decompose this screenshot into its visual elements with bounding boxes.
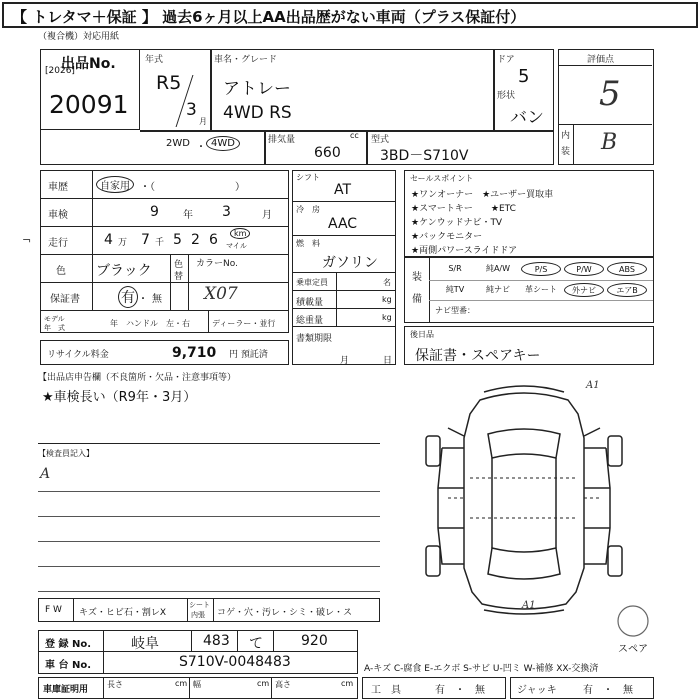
cert-label: 車庫証明用 [43,685,89,695]
divider [38,566,380,567]
recycle-value: 9,710 [172,345,217,361]
rating-label: 評価点 [587,55,615,65]
jack-sep: ・ [603,685,613,696]
inspection-month-unit: 月 [262,210,272,221]
jack-box [510,677,654,699]
divider [292,201,396,202]
drive-2wd: 2WD [166,138,190,149]
mileage-label: 走行 [48,238,68,249]
divider [292,272,396,273]
year-month: 3 [186,100,197,120]
doc-period-label: 書類期限 [296,334,333,344]
mileage-digit: 5 [173,232,182,248]
equipment-item: 純ナビ [486,285,510,294]
divider [40,310,289,311]
equipment-item: P/S [521,262,561,276]
mileage-digit: 4 [104,232,113,248]
equipment-item: ABS [607,262,647,276]
equipment-item: P/W [564,262,604,276]
mileage-unit-sen: 千 [155,238,165,248]
divider [38,516,380,517]
seat-items: コゲ・穴・汚レ・シミ・破レ・ス [217,608,353,618]
divider [210,49,212,130]
recycle-label: リサイクル料金 [47,350,109,360]
equipment-item: 革シート [525,285,557,294]
registration-kana: て [249,636,263,652]
selling-points-box [404,170,654,257]
shape-value: バン [510,108,544,128]
tools-yes: 有 [435,685,445,696]
selling-points-label: セールスポイント [410,174,474,183]
capacity-unit: 名 [383,278,391,287]
mileage-unit-mile: マイル [226,242,247,250]
extras-label: 後日品 [410,330,434,339]
divider [237,631,238,651]
gross-unit: kg [382,313,392,322]
gross-label: 総重量 [296,316,324,326]
history-rest: ・（ ） [140,182,245,193]
divider [292,308,396,309]
doc-period-month: 月 [340,356,350,366]
divider [559,65,652,66]
drive-sep: ・ [196,142,206,153]
rating-box [558,49,654,165]
inspection-year: 9 [150,204,159,220]
divider [336,272,337,326]
shift-label: シフト [296,173,320,182]
divider [103,631,104,673]
cert-width-unit: cm [257,679,270,688]
divider [38,443,380,444]
ac-value: AAC [328,216,358,232]
pen-mark: ¬ [22,234,32,247]
divider [170,254,171,310]
inspector-mark: A [40,466,51,482]
drive-4wd: 4WD [206,136,240,151]
selling-point-item: ★両側パワースライドドア [411,246,518,256]
notes-label: 【出品店申告欄（不良箇所・欠品・注意事項等） [38,373,237,383]
load-label: 積載量 [296,298,324,308]
shape-label: 形状 [497,91,516,101]
divider [188,254,189,310]
year-label: 年式 [145,55,164,65]
model-year-dealer: ディーラー・並行 [212,319,276,328]
divider [73,599,74,621]
doc-period-day: 日 [383,356,393,366]
cert-length: 長さ [107,680,123,689]
divider [271,678,272,698]
equipment-item: 外ナビ [564,283,604,297]
recycle-unit: 円 預託済 [229,350,268,360]
mileage-unit-man: 万 [118,238,128,248]
registration-number: 920 [301,633,328,649]
fuel-label: 燃 料 [296,239,320,248]
year-value: R5 [156,72,182,94]
divider [493,49,495,130]
equipment-item: 純A/W [485,264,511,273]
recycle-box [40,340,289,365]
divider [429,280,653,281]
seat-label-2: 内張 [191,611,205,619]
notes-text: ★車検長い（R9年・3月） [42,390,197,405]
tools-no: 無 [475,685,485,696]
banner-text: 【 トレタマ＋保証 】 過去6ヶ月以上AA出品歴がない車両（プラス保証付） [12,8,526,26]
fw-items: キズ・ヒビ石・割レX [79,608,166,618]
divider [573,124,574,164]
year-month-unit: 月 [199,117,207,126]
divider [213,599,214,621]
equipment-label-2: 備 [412,294,422,305]
divider [40,282,289,283]
damage-legend: A-キズ C-腐食 E-エクボ S-サビ U-凹ミ W-補修 XX-交換済 [364,664,599,674]
warranty-yes: 有 [118,286,138,308]
divider [187,599,188,621]
ac-label: 冷 房 [296,205,320,214]
divider [208,310,209,333]
divider [40,198,289,199]
interior-label-1: 内 [561,131,571,141]
registration-label: 登 録 No. [45,639,92,650]
lot-label: 出品No. [61,56,116,72]
color-change-2: 替 [174,272,184,282]
fuel-value: ガソリン [322,255,378,271]
extras-value: 保証書・スペアキー [415,348,541,364]
color-no-label: カラーNo. [196,259,238,269]
mileage-digit: 7 [141,232,150,248]
seat-label-1: シート [189,601,210,609]
interior-label-2: 装 [561,147,571,157]
history-label: 車歴 [48,182,68,193]
divider [429,258,430,322]
cert-box [38,677,358,699]
info-grid [40,170,289,333]
equipment-item: 純TV [445,285,465,294]
equipment-item: エアB [607,283,647,297]
displacement-value: 660 [314,145,341,161]
chassis-value: S710V-0048483 [179,654,291,670]
divider [273,631,274,651]
lot-box [40,49,140,130]
chassis-label: 車 台 No. [45,660,92,671]
divider [140,130,554,132]
doors-value: 5 [518,66,530,87]
mileage-digit: 6 [209,232,218,248]
selling-point-item: ★ワンオーナー ★ユーザー買取車 [411,190,554,200]
divider [191,631,192,651]
shift-value: AT [334,182,352,198]
selling-point-item: ★ケンウッドナビ・TV [411,218,503,228]
color-value: ブラック [96,263,152,279]
selling-point-item: ★バックモニター [411,232,483,242]
diagram-mark-bottom: A1 [522,600,536,611]
divider [292,290,396,291]
model-year-handle: 年 ハンドル 左・右 [110,319,190,328]
lot-stamp: [2026] [45,66,75,76]
displacement-unit: cc [350,131,359,140]
cert-length-unit: cm [175,679,188,688]
jack-yes: 有 [583,685,593,696]
color-no-value: X07 [204,284,238,304]
divider [92,170,93,310]
model-year-label-1: モデル [44,315,65,323]
divider [40,226,289,227]
capacity-label: 乗車定員 [296,278,328,287]
jack-label: ジャッキ [517,685,557,696]
warranty-no: 無 [152,294,162,305]
inspection-month: 3 [222,204,231,220]
model-year-label-2: 年 式 [44,324,65,332]
selling-point-item: ★スマートキー ★ETC [411,204,516,214]
divider [292,326,396,327]
model-label: 車名・グレード [214,55,278,65]
divider [103,678,104,698]
divider [366,130,368,165]
inspection-year-unit: 年 [183,210,193,221]
registration-place: 岐阜 [131,636,159,652]
divider [264,130,266,165]
extras-box [404,326,654,365]
equipment-box [404,257,654,323]
tools-box [362,677,506,699]
divider [429,300,653,301]
divider [39,651,357,652]
divider [189,678,190,698]
divider [40,254,289,255]
jack-no: 無 [623,685,633,696]
navi-model-label: ナビ型番： [435,306,475,315]
warranty-sep: ・ [138,294,148,305]
legend-row [38,598,380,622]
tools-label: 工 具 [371,685,401,696]
tools-sep: ・ [455,685,465,696]
fw-label: F W [45,605,62,615]
spare-tire-icon [616,604,650,638]
displacement-label: 排気量 [268,135,296,145]
cert-height-unit: cm [341,679,354,688]
interior-score: B [601,130,618,155]
car-diagram [408,378,640,618]
history-private: 自家用 [96,176,134,193]
divider [38,591,380,592]
equipment-item: S/R [448,264,462,273]
divider [38,541,380,542]
lot-number: 20091 [49,90,129,119]
spare-label: スペア [618,644,648,655]
diagram-mark-top: A1 [586,380,600,391]
inspection-label: 車検 [48,210,68,221]
registration-class: 483 [203,633,230,649]
divider [38,491,380,492]
cert-height: 高さ [275,680,291,689]
model-code-value: 3BD－S710V [380,148,469,164]
rating-score: 5 [599,74,621,114]
inspector-label: 【検査員記入】 [38,449,94,458]
equipment-label-1: 装 [412,272,422,283]
color-change-1: 色 [174,260,184,270]
mileage-digit: 2 [191,232,200,248]
cert-width: 幅 [193,680,201,689]
header-banner [2,2,698,28]
registration-box [38,630,358,674]
model-name: アトレー [223,79,291,99]
model-grade: 4WD RS [223,103,292,123]
load-unit: kg [382,295,392,304]
mileage-unit-km: km [230,228,250,239]
divider [292,235,396,236]
warranty-label: 保証書 [50,294,80,305]
color-label: 色 [56,266,66,277]
model-code-label: 型式 [371,135,390,145]
sub-note: （複合機）対応用紙 [38,32,120,42]
doors-label: ドア [497,55,515,65]
